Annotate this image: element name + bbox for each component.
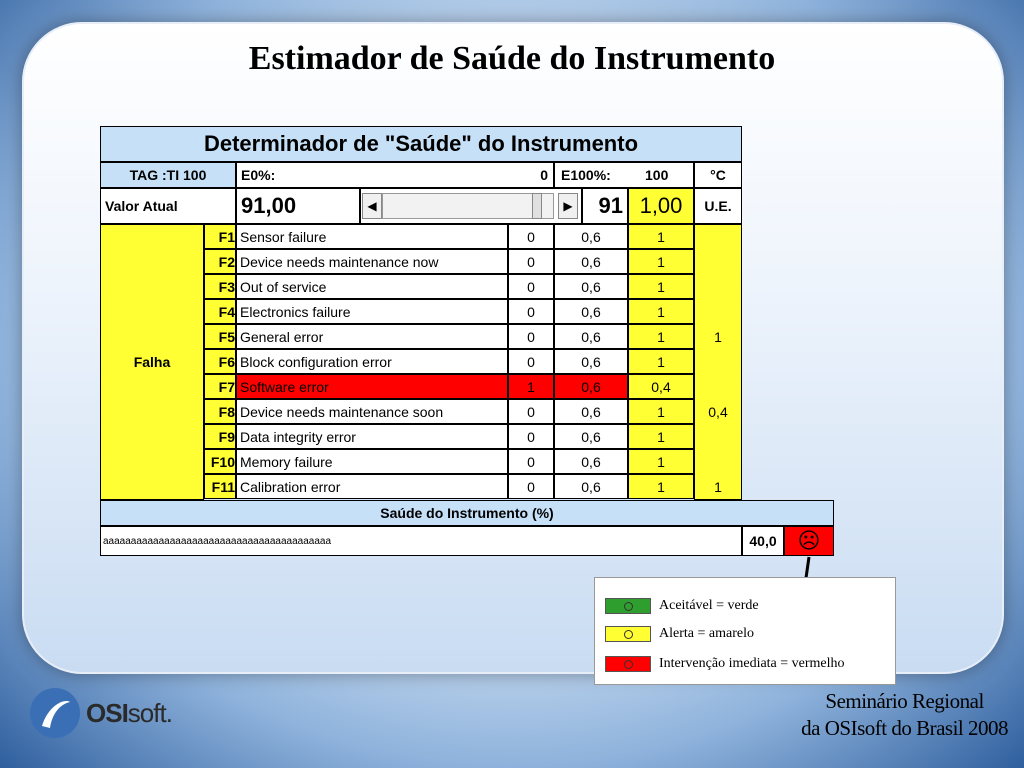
row-a-cell: 0 bbox=[508, 274, 554, 299]
health-bar: aaaaaaaaaaaaaaaaaaaaaaaaaaaaaaaaaaaaaaaaa bbox=[100, 526, 742, 556]
row-desc-cell: Device needs maintenance soon bbox=[236, 399, 508, 424]
row-c-cell: 1 bbox=[628, 274, 694, 299]
valor-label: Valor Atual bbox=[100, 188, 236, 224]
row-desc-cell: Out of service bbox=[236, 274, 508, 299]
row-desc-cell: Memory failure bbox=[236, 449, 508, 474]
row-c-cell: 1 bbox=[628, 449, 694, 474]
row-desc-cell: Sensor failure bbox=[236, 224, 508, 249]
osisoft-logo bbox=[30, 688, 172, 738]
row-a-cell: 0 bbox=[508, 349, 554, 374]
scroll-right-button[interactable]: ▶ bbox=[558, 193, 578, 219]
factor-cell[interactable]: 1,00 bbox=[628, 188, 694, 224]
row-b-cell: 0,6 bbox=[554, 374, 628, 399]
aggregate-column bbox=[694, 224, 742, 500]
row-aggregate-value: 1 bbox=[714, 478, 722, 495]
falha-label: Falha bbox=[100, 224, 204, 500]
logo-text-bold: OSI bbox=[86, 697, 128, 728]
row-b-cell: 0,6 bbox=[554, 274, 628, 299]
legend-red: Intervenção imediata = vermelho bbox=[659, 656, 845, 671]
slide-title: Estimador de Saúde do Instrumento bbox=[248, 40, 776, 77]
row-desc-cell: Electronics failure bbox=[236, 299, 508, 324]
row-code-cell: F2 bbox=[204, 249, 236, 274]
row-desc-cell: General error bbox=[236, 324, 508, 349]
row-b-cell: 0,6 bbox=[554, 474, 628, 499]
scroll-value: 91 bbox=[582, 188, 628, 224]
row-desc-cell: Device needs maintenance now bbox=[236, 249, 508, 274]
row-code-cell: F6 bbox=[204, 349, 236, 374]
row-code-cell: F10 bbox=[204, 449, 236, 474]
e100-value: 100 bbox=[645, 167, 669, 183]
red-swatch-icon bbox=[605, 656, 651, 672]
unit-cell: °C bbox=[694, 162, 742, 188]
row-c-cell: 1 bbox=[628, 324, 694, 349]
health-value: 40,0 bbox=[742, 526, 784, 556]
row-c-cell: 0,4 bbox=[628, 374, 694, 399]
row-code-cell: F1 bbox=[204, 224, 236, 249]
row-a-cell: 0 bbox=[508, 399, 554, 424]
footer-line1: Seminário Regional bbox=[825, 689, 984, 713]
legend-box bbox=[594, 577, 896, 685]
row-code-cell: F7 bbox=[204, 374, 236, 399]
valor-value: 91,00 bbox=[236, 188, 360, 224]
logo-swirl-icon bbox=[30, 688, 80, 738]
legend-green: Aceitável = verde bbox=[659, 598, 759, 613]
row-a-cell: 0 bbox=[508, 299, 554, 324]
row-c-cell: 1 bbox=[628, 249, 694, 274]
yellow-swatch-icon bbox=[605, 626, 651, 642]
row-c-cell: 1 bbox=[628, 349, 694, 374]
row-desc-cell: Data integrity error bbox=[236, 424, 508, 449]
row-c-cell: 1 bbox=[628, 399, 694, 424]
row-code-cell: F4 bbox=[204, 299, 236, 324]
row-code-cell: F11 bbox=[204, 474, 236, 499]
e0-label: E0%: bbox=[236, 162, 554, 188]
row-a-cell: 0 bbox=[508, 424, 554, 449]
row-desc-cell: Software error bbox=[236, 374, 508, 399]
row-code-cell: F9 bbox=[204, 424, 236, 449]
green-swatch-icon bbox=[605, 598, 651, 614]
row-desc-cell: Block configuration error bbox=[236, 349, 508, 374]
sheet-header: Determinador de "Saúde" do Instrumento bbox=[100, 126, 742, 162]
e0-value: 0 bbox=[540, 167, 548, 183]
legend-row-red bbox=[605, 654, 845, 674]
footer bbox=[801, 688, 1008, 742]
health-label: Saúde do Instrumento (%) bbox=[100, 500, 834, 526]
row-code-cell: F3 bbox=[204, 274, 236, 299]
row-b-cell: 0,6 bbox=[554, 324, 628, 349]
row-code-cell: F5 bbox=[204, 324, 236, 349]
row-c-cell: 1 bbox=[628, 224, 694, 249]
row-a-cell: 0 bbox=[508, 474, 554, 499]
row-b-cell: 0,6 bbox=[554, 399, 628, 424]
logo-text-light: soft. bbox=[127, 697, 172, 728]
row-c-cell: 1 bbox=[628, 424, 694, 449]
legend-row-yellow bbox=[605, 624, 754, 644]
row-aggregate-value: 1 bbox=[714, 328, 722, 345]
row-c-cell: 1 bbox=[628, 299, 694, 324]
e100-label: E100%: bbox=[554, 162, 694, 188]
legend-row-green bbox=[605, 596, 759, 616]
row-b-cell: 0,6 bbox=[554, 449, 628, 474]
row-desc-cell: Calibration error bbox=[236, 474, 508, 499]
row-aggregate-value: 0,4 bbox=[708, 403, 728, 420]
ue-cell: U.E. bbox=[694, 188, 742, 224]
row-b-cell: 0,6 bbox=[554, 424, 628, 449]
tag-cell: TAG :TI 100 bbox=[100, 162, 236, 188]
row-a-cell: 0 bbox=[508, 224, 554, 249]
row-a-cell: 0 bbox=[508, 449, 554, 474]
scroll-track[interactable] bbox=[382, 193, 554, 219]
row-code-cell: F8 bbox=[204, 399, 236, 424]
row-b-cell: 0,6 bbox=[554, 349, 628, 374]
footer-line2: da OSIsoft do Brasil 2008 bbox=[801, 716, 1008, 740]
row-b-cell: 0,6 bbox=[554, 249, 628, 274]
row-b-cell: 0,6 bbox=[554, 299, 628, 324]
sad-face-icon: ☹ bbox=[784, 526, 834, 556]
row-c-cell: 1 bbox=[628, 474, 694, 499]
scroll-left-button[interactable]: ◀ bbox=[362, 193, 382, 219]
scroll-thumb[interactable] bbox=[532, 193, 542, 219]
row-a-cell: 1 bbox=[508, 374, 554, 399]
row-a-cell: 0 bbox=[508, 324, 554, 349]
legend-yellow: Alerta = amarelo bbox=[659, 626, 754, 641]
row-a-cell: 0 bbox=[508, 249, 554, 274]
row-b-cell: 0,6 bbox=[554, 224, 628, 249]
